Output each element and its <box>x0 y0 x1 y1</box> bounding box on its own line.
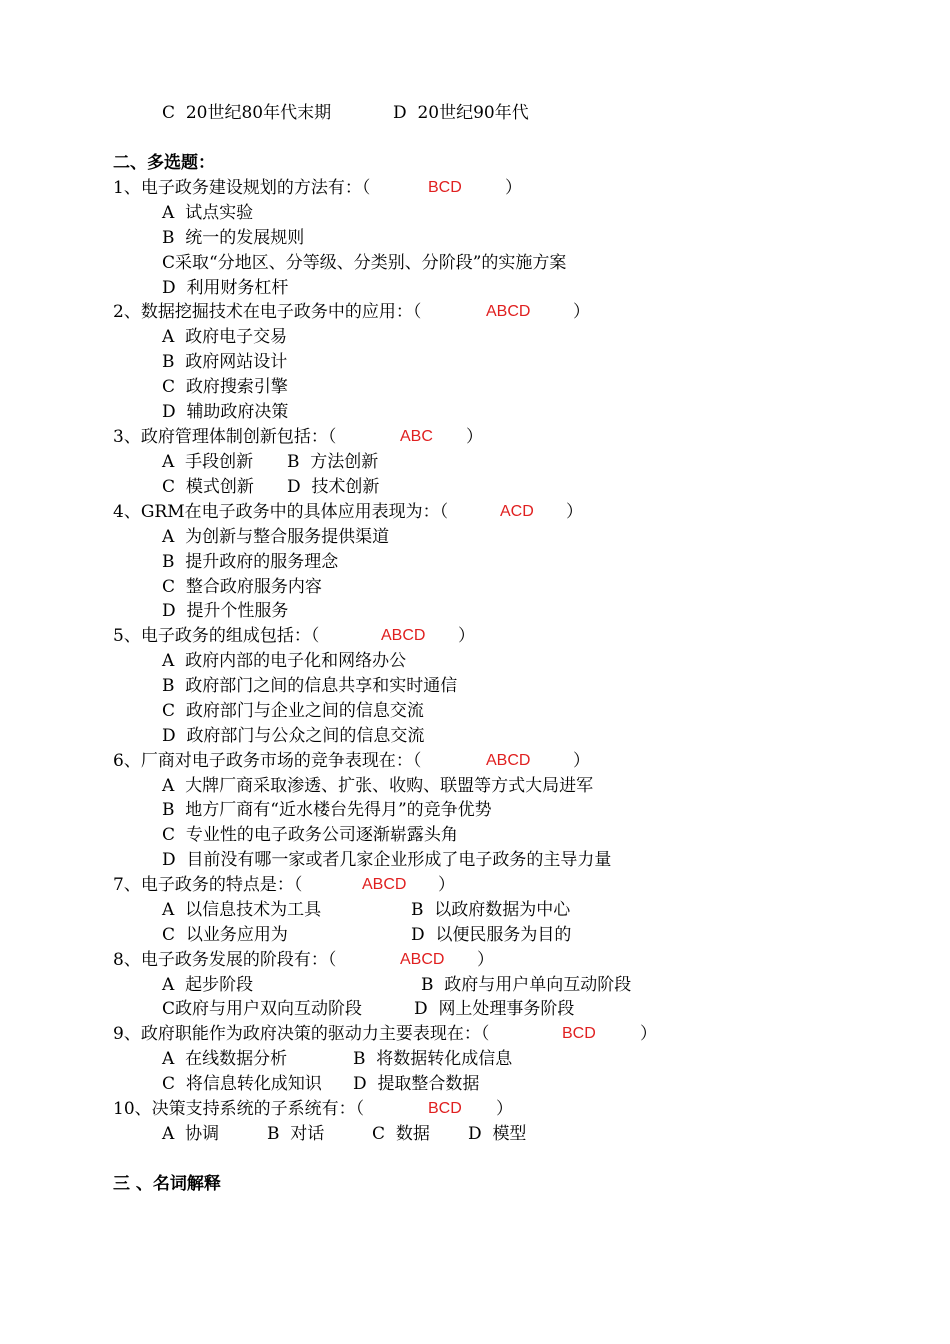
question-1-option-a: A 试点实验 <box>162 203 254 223</box>
question-10-option-c: C 数据 <box>372 1124 430 1144</box>
question-10-close-paren: ） <box>496 1099 513 1119</box>
question-4-option-d: D 提升个性服务 <box>162 601 289 621</box>
question-6-close-paren: ） <box>573 751 590 771</box>
question-10-option-a: A 协调 <box>162 1124 220 1144</box>
question-6-option-d: D 目前没有哪一家或者几家企业形成了电子政务的主导力量 <box>162 850 612 870</box>
question-5-close-paren: ） <box>458 626 475 646</box>
question-5-option-c: C 政府部门与企业之间的信息交流 <box>162 701 424 721</box>
prev-option-c: C 20世纪80年代末期 <box>162 103 332 123</box>
question-9-option-d: D 提取整合数据 <box>353 1074 480 1094</box>
question-5-stem: 5、电子政务的组成包括：（ <box>113 626 320 646</box>
question-7-option-d: D 以便民服务为目的 <box>411 925 572 945</box>
question-6-option-b: B 地方厂商有“近水楼台先得月”的竞争优势 <box>162 800 492 820</box>
section-title-glossary: 三 、名词解释 <box>113 1174 221 1194</box>
question-5-option-d: D 政府部门与公众之间的信息交流 <box>162 726 425 746</box>
question-2-option-c: C 政府搜索引擎 <box>162 377 288 397</box>
question-4-option-a: A 为创新与整合服务提供渠道 <box>162 527 390 547</box>
question-8-answer: ABCD <box>400 951 445 968</box>
question-1-option-c: C采取“分地区、分等级、分类别、分阶段”的实施方案 <box>162 253 567 273</box>
question-3-close-paren: ） <box>466 427 483 447</box>
question-3-option-b: B 方法创新 <box>287 452 379 472</box>
question-6-answer: ABCD <box>486 752 531 769</box>
question-9-option-a: A 在线数据分析 <box>162 1049 288 1069</box>
question-9-option-b: B 将数据转化成信息 <box>353 1049 513 1069</box>
question-7-answer: ABCD <box>362 876 407 893</box>
question-8-option-b: B 政府与用户单向互动阶段 <box>421 975 632 995</box>
question-10-option-d: D 模型 <box>468 1124 527 1144</box>
question-6-option-a: A 大牌厂商采取渗透、扩张、收购、联盟等方式大局进军 <box>162 776 594 796</box>
question-9-stem: 9、政府职能作为政府决策的驱动力主要表现在：（ <box>113 1024 490 1044</box>
question-7-option-c: C 以业务应用为 <box>162 925 288 945</box>
question-8-option-a: A 起步阶段 <box>162 975 254 995</box>
question-2-option-d: D 辅助政府决策 <box>162 402 289 422</box>
question-8-close-paren: ） <box>477 950 494 970</box>
question-2-close-paren: ） <box>573 302 590 322</box>
prev-option-d: D 20世纪90年代 <box>393 103 529 123</box>
question-8-option-c: C政府与用户双向互动阶段 <box>162 999 363 1019</box>
question-4-option-b: B 提升政府的服务理念 <box>162 552 339 572</box>
question-8-option-d: D 网上处理事务阶段 <box>414 999 575 1019</box>
question-4-close-paren: ） <box>566 502 583 522</box>
question-7-stem: 7、电子政务的特点是：（ <box>113 875 303 895</box>
question-1-option-b: B 统一的发展规则 <box>162 228 305 248</box>
question-9-option-c: C 将信息转化成知识 <box>162 1074 322 1094</box>
question-3-answer: ABC <box>400 428 433 445</box>
question-6-stem: 6、厂商对电子政务市场的竞争表现在：（ <box>113 751 422 771</box>
question-9-answer: BCD <box>562 1025 596 1042</box>
question-10-answer: BCD <box>428 1100 462 1117</box>
question-2-answer: ABCD <box>486 303 531 320</box>
question-7-option-a: A 以信息技术为工具 <box>162 900 322 920</box>
question-5-option-a: A 政府内部的电子化和网络办公 <box>162 651 407 671</box>
question-9-close-paren: ） <box>640 1024 657 1044</box>
question-4-stem: 4、GRM在电子政务中的具体应用表现为：（ <box>113 502 449 522</box>
question-1-answer: BCD <box>428 179 462 196</box>
question-1-stem: 1、电子政务建设规划的方法有：（ <box>113 178 371 198</box>
question-7-option-b: B 以政府数据为中心 <box>411 900 571 920</box>
question-10-option-b: B 对话 <box>267 1124 325 1144</box>
section-title-multiple-choice: 二、多选题： <box>113 153 215 173</box>
question-10-stem: 10、决策支持系统的子系统有：（ <box>113 1099 365 1119</box>
question-4-answer: ACD <box>500 503 534 520</box>
question-6-option-c: C 专业性的电子政务公司逐渐崭露头角 <box>162 825 458 845</box>
question-4-option-c: C 整合政府服务内容 <box>162 577 322 597</box>
question-7-close-paren: ） <box>438 875 455 895</box>
question-1-close-paren: ） <box>505 178 522 198</box>
question-2-option-a: A 政府电子交易 <box>162 327 288 347</box>
question-3-stem: 3、政府管理体制创新包括：（ <box>113 427 337 447</box>
question-2-option-b: B 政府网站设计 <box>162 352 288 372</box>
question-8-stem: 8、电子政务发展的阶段有：（ <box>113 950 337 970</box>
question-3-option-c: C 模式创新 <box>162 477 254 497</box>
question-5-answer: ABCD <box>381 627 426 644</box>
question-3-option-a: A 手段创新 <box>162 452 254 472</box>
question-3-option-d: D 技术创新 <box>287 477 380 497</box>
question-2-stem: 2、数据挖掘技术在电子政务中的应用：（ <box>113 302 422 322</box>
question-1-option-d: D 利用财务杠杆 <box>162 278 289 298</box>
question-5-option-b: B 政府部门之间的信息共享和实时通信 <box>162 676 458 696</box>
